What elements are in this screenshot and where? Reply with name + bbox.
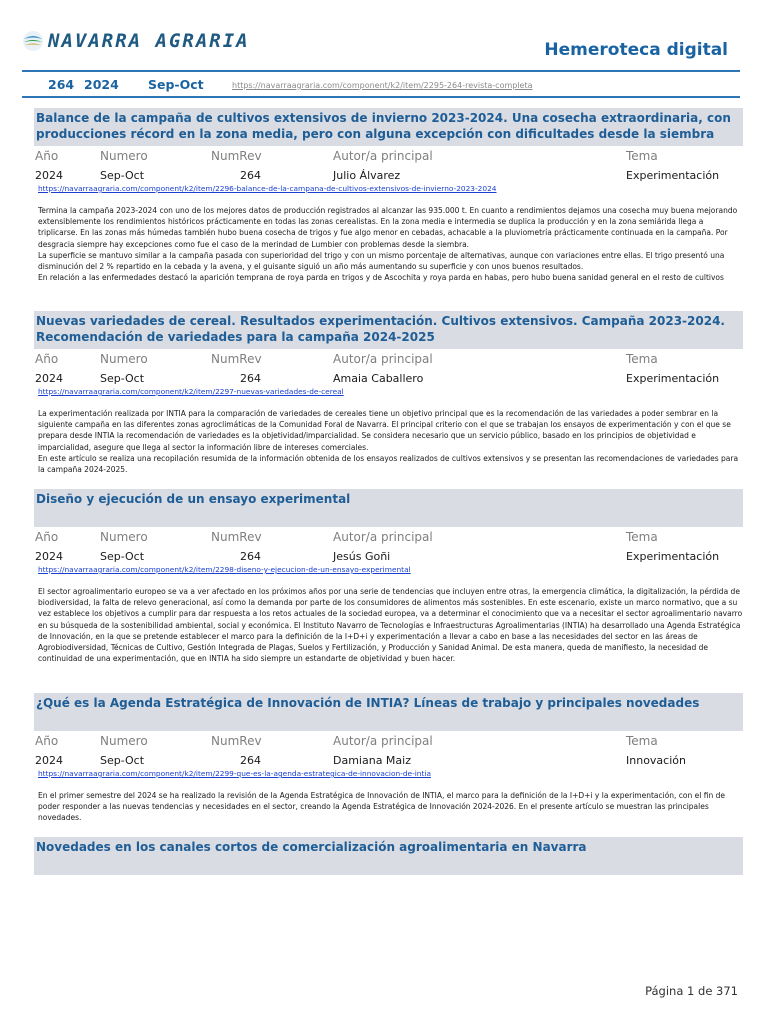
field-values-row xyxy=(34,166,743,184)
value-tema: Experimentación xyxy=(626,169,720,182)
label-autor: Autor/a principal xyxy=(333,734,433,748)
value-tema: Innovación xyxy=(626,754,686,767)
value-numero: Sep-Oct xyxy=(100,372,145,385)
value-ano: 2024 xyxy=(35,550,63,563)
value-numrev: 264 xyxy=(240,754,261,767)
label-autor: Autor/a principal xyxy=(333,352,433,366)
issue-number: 264 xyxy=(48,77,75,92)
value-numrev: 264 xyxy=(240,169,261,182)
article-link[interactable]: https://navarraagraria.com/component/k2/item/2298-diseno-y-ejecucion-de-un-ensayo-experimental xyxy=(38,565,411,574)
field-values-row xyxy=(34,547,743,565)
issue-period: Sep-Oct xyxy=(148,77,204,92)
value-numrev: 264 xyxy=(240,550,261,563)
label-ano: Año xyxy=(35,530,59,544)
value-numero: Sep-Oct xyxy=(100,550,145,563)
article-title: Nuevas variedades de cereal. Resultados experimentación. Cultivos extensivos. Campaña 2023-2024. Recomendación de variedades para la campaña 2024-2025 xyxy=(34,311,743,349)
label-tema: Tema xyxy=(626,530,658,544)
value-ano: 2024 xyxy=(35,372,63,385)
article-entry xyxy=(34,108,743,283)
issue-link[interactable]: https://navarraagraria.com/component/k2/item/2295-264-revista-completa xyxy=(232,81,533,90)
issue-bar xyxy=(22,74,740,96)
article-link[interactable]: https://navarraagraria.com/component/k2/item/2296-balance-de-la-campana-de-cultivos-extensivos-de-invierno-2023-2024 xyxy=(38,184,497,193)
issue-year: 2024 xyxy=(84,77,119,92)
field-values-row xyxy=(34,369,743,387)
page-title: Hemeroteca digital xyxy=(544,40,728,60)
article-title: ¿Qué es la Agenda Estratégica de Innovación de INTIA? Líneas de trabajo y principales novedades xyxy=(34,693,743,731)
label-numrev: NumRev xyxy=(211,530,262,544)
label-numero: Numero xyxy=(100,530,148,544)
article-link[interactable]: https://navarraagraria.com/component/k2/item/2297-nuevas-variedades-de-cereal xyxy=(38,387,344,396)
logo-text: NAVARRA AGRARIA xyxy=(48,30,250,52)
field-labels-row xyxy=(34,349,743,369)
label-autor: Autor/a principal xyxy=(333,530,433,544)
value-numero: Sep-Oct xyxy=(100,754,145,767)
header-rule-top xyxy=(22,70,740,72)
value-autor: Jesús Goñi xyxy=(333,550,391,563)
article-summary: En el primer semestre del 2024 se ha realizado la revisión de la Agenda Estratégica de Innovación de INTIA, el marco para la definición de la I+D+i y la experimentación, con el fin de poder responder a las nuevas tendencias y necesidades en el sector, creando la Agenda Estratégica de Innovación 2024-2026. En el presente artículo se muestran las principales novedades. xyxy=(38,791,725,823)
label-numrev: NumRev xyxy=(211,734,262,748)
label-numero: Numero xyxy=(100,352,148,366)
label-tema: Tema xyxy=(626,149,658,163)
label-ano: Año xyxy=(35,352,59,366)
article-entry xyxy=(34,311,743,475)
value-tema: Experimentación xyxy=(626,550,720,563)
label-numero: Numero xyxy=(100,149,148,163)
article-summary: El sector agroalimentario europeo se va a ver afectado en los próximos años por una serie de tendencias que incluyen entre otras, la emergencia climática, la digitalización, la pérdida de biodiversidad, la falta de relevo generacional, así como la demanda por parte de los consumidores de alimentos más sostenibles. En este escenario, existe un marco normativo, que a su vez establece los objetivos a cumplir para dar respuesta a los retos actuales de la sociedad europea, va a determinar el conocimiento que va a necesitar el sector agroalimentario navarro en su búsqueda de la sostenibilidad ambiental, social y económica. El Instituto Navarro de Tecnologías e Infraestructuras Agroalimentarias (INTIA) ha desarrollado una Agenda Estratégica de Innovación, en la que se pretende establecer el marco para la definición de la I+D+i y experimentación a llevar a cabo en base a las necesidades del sector en las áreas de Agrobiodiversidad, Técnicas de Cultivo, Gestión Integrada de Plagas, Suelos y Fertilización, y Producción y Sanidad Animal. De esta manera, queda de manifiesto, la necesidad de continuidad de una experimentación, que en INTIA ha sido siempre un estandarte de objetividad y buen hacer. xyxy=(38,587,743,664)
value-tema: Experimentación xyxy=(626,372,720,385)
value-autor: Julio Álvarez xyxy=(333,169,401,182)
label-numrev: NumRev xyxy=(211,149,262,163)
field-values-row xyxy=(34,751,743,769)
label-tema: Tema xyxy=(626,352,658,366)
label-numrev: NumRev xyxy=(211,352,262,366)
article-title: Novedades en los canales cortos de comercialización agroalimentaria en Navarra xyxy=(34,837,743,875)
value-ano: 2024 xyxy=(35,754,63,767)
value-autor: Damiana Maiz xyxy=(333,754,411,767)
logo-swirl-icon xyxy=(22,30,44,52)
label-autor: Autor/a principal xyxy=(333,149,433,163)
navarra-agraria-logo xyxy=(22,30,250,52)
value-autor: Amaia Caballero xyxy=(333,372,424,385)
field-labels-row xyxy=(34,146,743,166)
article-entry xyxy=(34,489,743,664)
page-counter: Página 1 de 371 xyxy=(645,984,738,998)
article-entry xyxy=(34,837,743,875)
article-summary: Termina la campaña 2023-2024 con uno de los mejores datos de producción registrados al alcanzar las 935.000 t. En cuanto a rendimientos dejamos una cosecha muy buena mejorando extensiblemente los rendimientos históricos prácticamente en todas las zonas cerealistas. En la zona media e intermedia se duplica la producción y en la zona semiárida llega a triplicarse. En las zonas más húmedas también hubo buena cosecha de trigos y fue algo menor en cebadas, achacable a la pluviometría prácticamente continuada en la campaña. Por desgracia siempre hay excepciones como fue el caso de la merindad de Lumbier con problemas desde la siembra. La superficie se mantuvo similar a la campaña pasada con superioridad del trigo y con un mismo porcentaje de alternativas, aunque con variaciones entre ellas. El trigo presentó una disminución del 2 % repartido en la cebada y la avena, y el guisante siguió un año más aumentando su superficie y con unos buenos resultados. En relación a las enfermedades destacó la aparición temprana de roya parda en trigos y de Ascochita y roya parda en habas, pero hubo buena sanidad general en el resto de cultivos xyxy=(38,206,738,283)
value-ano: 2024 xyxy=(35,169,63,182)
field-labels-row xyxy=(34,731,743,751)
label-numero: Numero xyxy=(100,734,148,748)
article-entry xyxy=(34,693,743,824)
field-labels-row xyxy=(34,527,743,547)
article-title: Diseño y ejecución de un ensayo experimental xyxy=(34,489,743,527)
header-rule-bottom xyxy=(22,96,740,98)
article-summary: La experimentación realizada por INTIA para la comparación de variedades de cereales tiene un objetivo principal que es la recomendación de las variedades a poder sembrar en la siguiente campaña en las diferentes zonas agroclimáticas de la Comunidad Foral de Navarra. El principal criterio con el que se trabajan los ensayos de experimentación y con el que se prepara desde INTIA la recomendación de variedades es la objetividad/imparcialidad. Se considera necesario que un servicio público, basado en los principios de objetividad e imparcialidad, asegure que llega al sector la información libre de intereses comerciales. En este artículo se realiza una recopilación resumida de la información obtenida de los ensayos realizados de cultivos extensivos y se presentan las recomendaciones de variedades para la campaña 2024-2025. xyxy=(38,409,739,475)
page-header xyxy=(0,0,768,100)
label-ano: Año xyxy=(35,149,59,163)
label-ano: Año xyxy=(35,734,59,748)
article-title: Balance de la campaña de cultivos extensivos de invierno 2023-2024. Una cosecha extraordinaria, con producciones récord en la zona media, pero con alguna excepción con dificultades desde la siembra xyxy=(34,108,743,146)
label-tema: Tema xyxy=(626,734,658,748)
value-numero: Sep-Oct xyxy=(100,169,145,182)
article-link[interactable]: https://navarraagraria.com/component/k2/item/2299-que-es-la-agenda-estrategica-de-innovacion-de-intia xyxy=(38,769,431,778)
value-numrev: 264 xyxy=(240,372,261,385)
